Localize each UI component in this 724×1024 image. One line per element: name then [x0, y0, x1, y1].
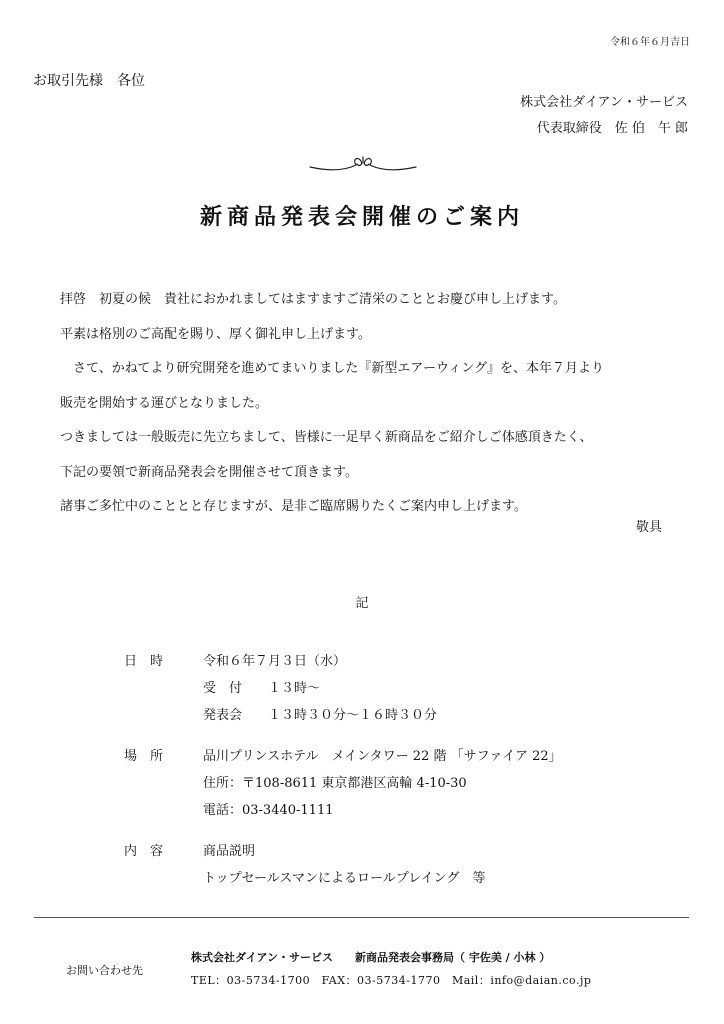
footer-divider — [34, 917, 689, 918]
contact-line: TEL：03-5734-1700 FAX：03-5734-1770 Mail：info@daian.co.jp — [191, 974, 592, 987]
content-label: 内 容 — [124, 844, 164, 859]
body-paragraph: 販売を開始する運びとなりました。 — [60, 395, 269, 411]
content-row-2 — [124, 865, 562, 892]
body-paragraph: さて、かねてより研究開発を進めてまいりました『新型エアーウィング』を、本年７月より — [60, 361, 604, 376]
issue-date: 令和６年６月吉日 — [610, 37, 690, 48]
spacer — [124, 702, 203, 729]
spacer — [124, 865, 203, 892]
body-paragraph: 平素は格別のご高配を賜り、厚く御礼申し上げます。 — [60, 326, 371, 342]
closing-remark: 敬具 — [635, 520, 662, 535]
document-title: 新商品発表会開催のご案内 — [199, 204, 524, 230]
ki-heading: 記 — [355, 596, 369, 611]
spacer — [124, 675, 203, 702]
spacer — [124, 824, 562, 838]
spacer — [124, 797, 203, 824]
body-paragraph: 拝啓 初夏の候 貴社におかれましてはますますご清栄のこととお慶び申し上げます。 — [60, 292, 566, 307]
presentation-row — [124, 702, 562, 729]
contact-info — [191, 946, 591, 992]
datetime-row — [124, 648, 562, 675]
phone-row — [124, 797, 562, 824]
venue-row — [124, 743, 562, 770]
venue-label: 場 所 — [124, 749, 164, 764]
body-paragraph: つきましては一般販売に先立ちまして、皆様に一足早く新商品をご紹介しご体感頂きたく、 — [60, 430, 593, 445]
contact-label: お問い合わせ先 — [66, 964, 143, 977]
letter-body — [60, 283, 680, 525]
presentation-time: 発表会 １３時３０分〜１６時３０分 — [203, 708, 438, 723]
spacer — [124, 770, 203, 797]
sender-block — [520, 90, 688, 142]
ornament-divider-icon — [308, 153, 418, 183]
venue-name: 品川プリンスホテル メインタワー 22 階 「サファイア 22」 — [203, 749, 562, 764]
body-paragraph: 諸事ご多忙中のこととと存じますが、是非ご臨席賜りたくご案内申し上げます。 — [60, 499, 527, 514]
datetime-label: 日 時 — [124, 654, 164, 669]
content-item: トップセールスマンによるロールプレイング 等 — [203, 871, 486, 886]
venue-address: 住所：〒108-8611 東京都港区高輪 4-10-30 — [203, 776, 467, 791]
spacer — [124, 729, 562, 743]
content-row — [124, 838, 562, 865]
event-details — [124, 648, 562, 892]
recipient: お取引先様 各位 — [33, 73, 145, 89]
event-date: 令和６年７月３日（水） — [203, 654, 347, 669]
body-paragraph: 下記の要領で新商品発表会を開催させて頂きます。 — [60, 464, 358, 480]
contact-office: 株式会社ダイアン・サービス 新商品発表会事務局（ 宇佐美 / 小林 ） — [191, 951, 551, 964]
sender-representative: 代表取締役 佐 伯 午 郎 — [536, 121, 688, 136]
content-item: 商品説明 — [203, 844, 256, 859]
address-row — [124, 770, 562, 797]
sender-company: 株式会社ダイアン・サービス — [520, 95, 688, 110]
reception-time: 受 付 １３時〜 — [203, 681, 321, 696]
reception-row — [124, 675, 562, 702]
venue-phone: 電話：03-3440-1111 — [203, 803, 334, 818]
